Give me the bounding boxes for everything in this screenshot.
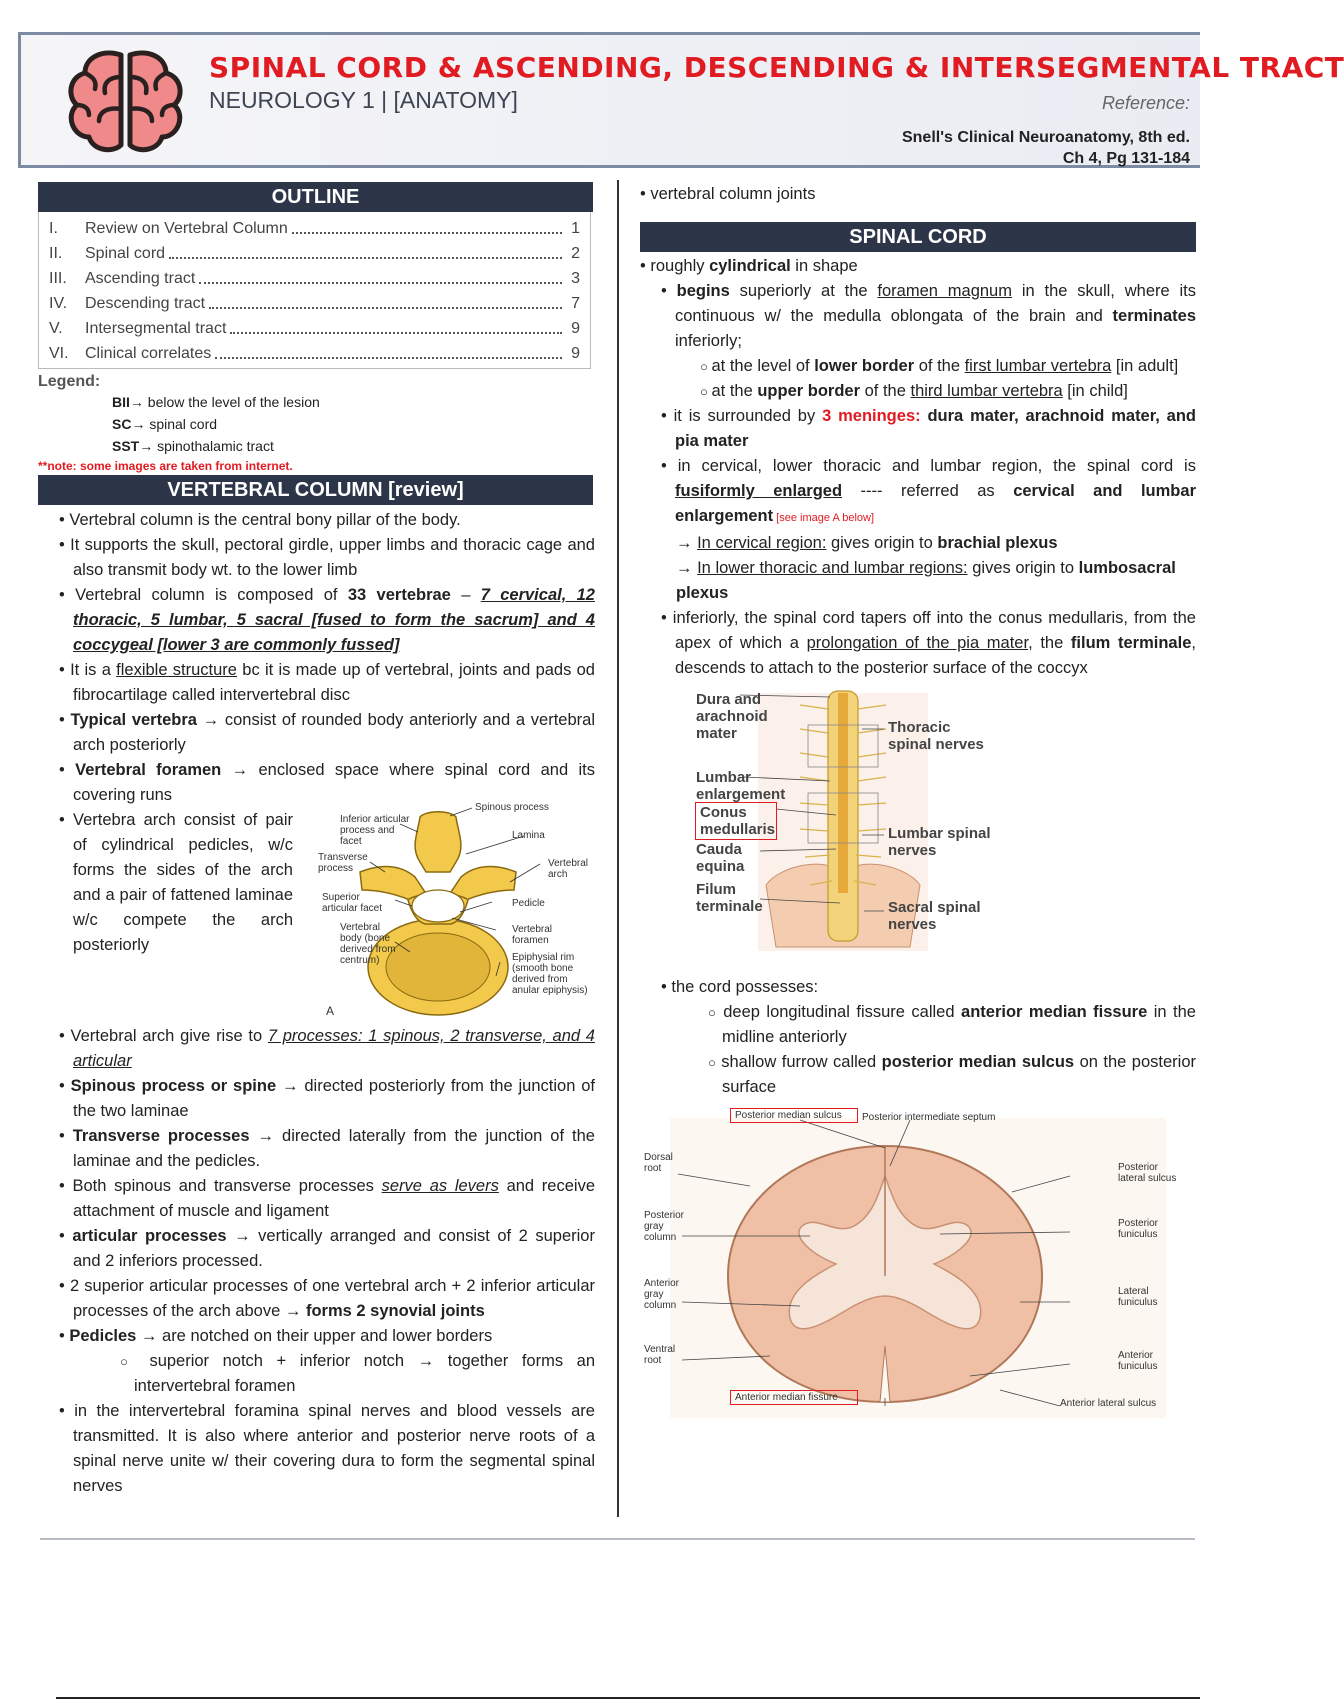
label-lateral-funiculus: Lateral funiculus bbox=[1118, 1286, 1158, 1308]
bullet: • in the intervertebral foramina spinal nerves and blood vessels are transmitted. It is also where anterior and posterior nerve roots of a spinal nerve unite w/ their covering dura to form the segmental spinal nerves bbox=[38, 1399, 595, 1499]
label-vertebral-foramen: Vertebral foramen bbox=[512, 924, 553, 946]
bullet: • It supports the skull, pectoral girdle, upper limbs and thoracic cage and also transmit body wt. to the lower limb bbox=[38, 533, 595, 583]
bullet: • roughly cylindrical in shape bbox=[640, 254, 1196, 279]
figure-letter: A bbox=[326, 1004, 335, 1018]
bullet: • begins superiorly at the foramen magnum in the skull, where its continuous w/ the medulla oblongata of the brain and terminates inferiorly; bbox=[640, 279, 1196, 354]
label-posterior-lateral-sulcus: Posterior lateral sulcus bbox=[1118, 1162, 1177, 1184]
arrow-item: → In cervical region: gives origin to brachial plexus bbox=[676, 534, 1058, 552]
vertebral-section-title: VERTEBRAL COLUMN [review] bbox=[38, 475, 593, 505]
bullet: • Vertebral arch give rise to 7 processes: 1 spinous, 2 transverse, and 4 articular bbox=[38, 1024, 595, 1074]
column-divider bbox=[617, 180, 619, 1517]
bullet: • It is a flexible structure bc it is made up of vertebral, joints and pads od fibrocartilage called intervertebral disc bbox=[38, 658, 595, 708]
bullet: • the cord possesses: bbox=[640, 975, 1196, 1000]
bullet: • inferiorly, the spinal cord tapers off into the conus medullaris, from the apex of which a prolongation of the pia mater, the filum terminale, descends to attach to the posterior surface of the coccyx bbox=[640, 606, 1196, 681]
brain-icon bbox=[63, 47, 188, 157]
label-superior-articular: Superior articular facet bbox=[322, 892, 383, 914]
page-title: SPINAL CORD & ASCENDING, DESCENDING & INTERSEGMENTAL TRACT bbox=[209, 51, 1344, 84]
label-lamina: Lamina bbox=[512, 830, 545, 841]
legend-title: Legend: bbox=[38, 373, 101, 390]
label-pedicle: Pedicle bbox=[512, 898, 545, 909]
bullet: • vertebral column joints bbox=[640, 182, 1196, 207]
label-lumbar-enlargement: Lumbar enlargement bbox=[696, 769, 786, 803]
vertebra-figure-row bbox=[38, 802, 595, 1024]
bullet: • Pedicles → are notched on their upper and lower borders bbox=[38, 1324, 595, 1349]
label-dura-arachnoid: Dura and arachnoid mater bbox=[696, 691, 768, 742]
label-cauda-equina: Cauda equina bbox=[696, 841, 745, 875]
label-vertebral-body: Vertebral body (bone derived from centrum) bbox=[340, 922, 396, 966]
label-anterior-lateral-sulcus: Anterior lateral sulcus bbox=[1060, 1398, 1157, 1409]
spinal-section-title: SPINAL CORD bbox=[640, 222, 1196, 252]
sub-bullet: ○ shallow furrow called posterior median sulcus on the posterior surface bbox=[640, 1050, 1196, 1100]
label-sacral-nerves: Sacral spinal nerves bbox=[888, 899, 981, 933]
label-inferior-articular: Inferior articular process and facet bbox=[340, 814, 410, 847]
outline-title: OUTLINE bbox=[38, 182, 593, 212]
vertebra-diagram bbox=[300, 802, 590, 1024]
spinal-body-text bbox=[640, 254, 1196, 1424]
label-dorsal-root: Dorsal root bbox=[644, 1152, 673, 1174]
bullet: • Transverse processes → directed laterally from the junction of the laminae and the pedicles. bbox=[38, 1124, 595, 1174]
bullet: • Vertebra arch consist of pair of cylindrical pedicles, w/c forms the sides of the arch and a pair of fattened laminae w/c compete the arch posteriorly bbox=[38, 808, 293, 958]
bullet: • 2 superior articular processes of one vertebral arch + 2 inferior articular processes of the arch above → forms 2 synovial joints bbox=[38, 1274, 595, 1324]
label-anterior-funiculus: Anterior funiculus bbox=[1118, 1350, 1158, 1372]
page-footer-rule bbox=[56, 1697, 1200, 1699]
spinal-cord-diagram bbox=[640, 685, 1196, 957]
label-ventral-root: Ventral root bbox=[644, 1344, 676, 1366]
page-header bbox=[18, 32, 1344, 168]
bullet: • it is surrounded by 3 meninges: dura mater, arachnoid mater, and pia mater bbox=[640, 404, 1196, 454]
label-filum-terminale: Filum terminale bbox=[696, 881, 763, 915]
legend-item: SC→ spinal cord bbox=[112, 416, 218, 432]
bullet: • Vertebral foramen → enclosed space where spinal cord and its covering runs bbox=[38, 758, 595, 808]
label-thoracic-nerves: Thoracic spinal nerves bbox=[888, 719, 984, 753]
bullet: • in cervical, lower thoracic and lumbar region, the spinal cord is fusiformly enlarged ---- referred as cervical and lumbar enlargement [see image A below] bbox=[640, 454, 1196, 531]
reference-label: Reference: bbox=[1101, 93, 1190, 113]
right-column bbox=[640, 182, 1196, 1424]
legend-item: SST→ spinothalamic tract bbox=[112, 438, 274, 454]
vertebral-body-text bbox=[38, 508, 595, 1499]
sub-bullet: ○ superior notch + inferior notch → together forms an intervertebral foramen bbox=[38, 1349, 595, 1399]
outline-item[interactable]: VI. Clinical correlates 9 bbox=[49, 341, 580, 366]
sub-bullet: ○ deep longitudinal fissure called anterior median fissure in the midline anteriorly bbox=[640, 1000, 1196, 1050]
label-posterior-intermediate-septum: Posterior intermediate septum bbox=[862, 1112, 996, 1123]
bullet: • Typical vertebra → consist of rounded body anteriorly and a vertebral arch posteriorly bbox=[38, 708, 595, 758]
image-note: **note: some images are taken from internet. bbox=[38, 459, 293, 473]
arrow-item: → In lower thoracic and lumbar regions: gives origin to lumbosacral plexus bbox=[676, 559, 1176, 602]
sub-bullet: ○ at the upper border of the third lumbar vertebra [in child] bbox=[640, 379, 1196, 404]
left-column bbox=[38, 182, 595, 1499]
outline-list bbox=[38, 212, 591, 369]
label-vertebral-arch: Vertebral arch bbox=[548, 858, 589, 880]
outline-item[interactable]: IV. Descending tract 7 bbox=[49, 291, 580, 316]
outline-item[interactable]: I. Review on Vertebral Column 1 bbox=[49, 216, 580, 241]
label-lumbar-nerves: Lumbar spinal nerves bbox=[888, 825, 991, 859]
reference-book: Snell's Clinical Neuroanatomy, 8th ed. bbox=[901, 129, 1190, 146]
outline-item[interactable]: III. Ascending tract 3 bbox=[49, 266, 580, 291]
outline-item[interactable]: II. Spinal cord 2 bbox=[49, 241, 580, 266]
label-anterior-median-fissure: Anterior median fissure bbox=[730, 1390, 858, 1405]
label-posterior-gray-column: Posterior gray column bbox=[644, 1210, 685, 1243]
reference-pages: Ch 4, Pg 131-184 bbox=[1062, 150, 1190, 167]
label-epiphysial-rim: Epiphysial rim (smooth bone derived from anular epiphysis) bbox=[512, 952, 588, 996]
page-rule bbox=[40, 1538, 1195, 1540]
legend-item: BII→ below the level of the lesion bbox=[112, 394, 320, 410]
label-conus-medullaris: Conus medullaris bbox=[695, 802, 777, 840]
reference-citation bbox=[902, 127, 1190, 169]
bullet: • Vertebral column is composed of 33 vertebrae – 7 cervical, 12 thoracic, 5 lumbar, 5 sacral [fused to form the sacrum] and 4 coccygeal [lower 3 are commonly fussed] bbox=[38, 583, 595, 658]
label-anterior-gray-column: Anterior gray column bbox=[644, 1278, 680, 1311]
page-subtitle: NEUROLOGY 1 | [ANATOMY] bbox=[209, 87, 518, 113]
sub-bullet: ○ at the level of lower border of the first lumbar vertebra [in adult] bbox=[640, 354, 1196, 379]
bullet: • Vertebral column is the central bony pillar of the body. bbox=[38, 508, 595, 533]
bullet: • Spinous process or spine → directed posteriorly from the junction of the two laminae bbox=[38, 1074, 595, 1124]
bullet: • Both spinous and transverse processes serve as levers and receive attachment of muscle and ligament bbox=[38, 1174, 595, 1224]
label-spinous-process: Spinous process bbox=[475, 802, 549, 813]
label-transverse-process: Transverse process bbox=[318, 852, 368, 874]
cord-cross-section-illustration bbox=[640, 1106, 1196, 1424]
label-posterior-funiculus: Posterior funiculus bbox=[1118, 1218, 1159, 1240]
bullet: • articular processes → vertically arranged and consist of 2 superior and 2 inferiors processed. bbox=[38, 1224, 595, 1274]
label-posterior-median-sulcus: Posterior median sulcus bbox=[730, 1108, 858, 1123]
outline-item[interactable]: V. Intersegmental tract 9 bbox=[49, 316, 580, 341]
cord-cross-section-diagram bbox=[640, 1106, 1196, 1424]
